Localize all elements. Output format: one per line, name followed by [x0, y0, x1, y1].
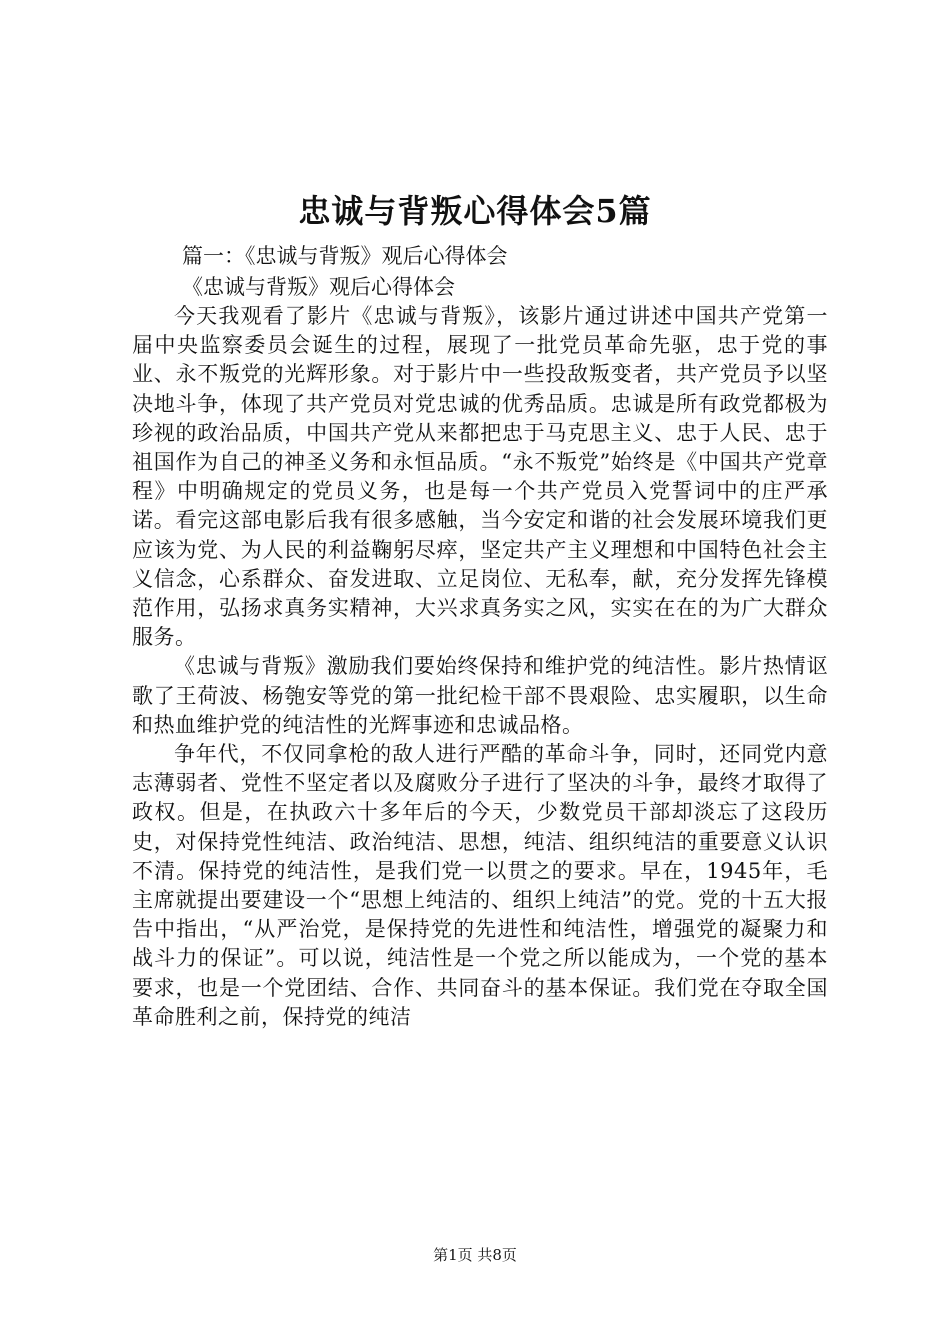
sub-heading: 《忠诚与背叛》观后心得体会	[182, 275, 455, 299]
body-text	[132, 302, 828, 1032]
paragraph: 争年代，不仅同拿枪的敌人进行严酷的革命斗争，同时，还同党内意志薄弱者、党性不坚定者以及腐败分子进行了坚决的斗争，最终才取得了政权。但是，在执政六十多年后的今天，少数党员干部却淡忘了这段历史，对保持党性纯洁、政治纯洁、思想，纯洁、组织纯洁的重要意义认识不清。保持党的纯洁性，是我们党一以贯之的要求。早在，1945年，毛主席就提出要建设一个“思想上纯洁的、组织上纯洁”的党。党的十五大报告中指出，“从严治党，是保持党的先进性和纯洁性，增强党的凝聚力和战斗力的保证”。可以说，纯洁性是一个党之所以能成为，一个党的基本要求，也是一个党团结、合作、共同奋斗的基本保证。我们党在夺取全国革命胜利之前，保持党的纯洁	[132, 742, 828, 1029]
paragraph: 今天我观看了影片《忠诚与背叛》，该影片通过讲述中国共产党第一届中央监察委员会诞生的过程，展现了一批党员革命先驱，忠于党的事业、永不叛党的光辉形象。对于影片中一些投敌叛变者，共产党员予以坚决地斗争，体现了共产党员对党忠诚的优秀品质。忠诚是所有政党都极为珍视的政治品质，中国共产党从来都把忠于马克思主义、忠于人民、忠于祖国作为自己的神圣义务和永恒品质。“永不叛党”始终是《中国共产党章程》中明确规定的党员义务，也是每一个共产党员入党誓词中的庄严承诺。看完这部电影后我有很多感触，当今安定和谐的社会发展环境我们更应该为党、为人民的利益鞠躬尽瘁，坚定共产主义理想和中国特色社会主义信念，心系群众、奋发进取、立足岗位、无私奉，献，充分发挥先锋模范作用，弘扬求真务实精神，大兴求真务实之风，实实在在的为广大群众服务。	[132, 304, 828, 650]
section-heading: 篇一：《忠诚与背叛》观后心得体会	[182, 244, 508, 268]
document-title: 忠诚与背叛心得体会5篇	[298, 192, 652, 230]
paragraph: 《忠诚与背叛》激励我们要始终保持和维护党的纯洁性。影片热情讴歌了王荷波、杨匏安等党的第一批纪检干部不畏艰险、忠实履职，以生命和热血维护党的纯洁性的光辉事迹和忠诚品格。	[132, 654, 828, 737]
page-footer: 第1页 共8页	[433, 1246, 517, 1264]
